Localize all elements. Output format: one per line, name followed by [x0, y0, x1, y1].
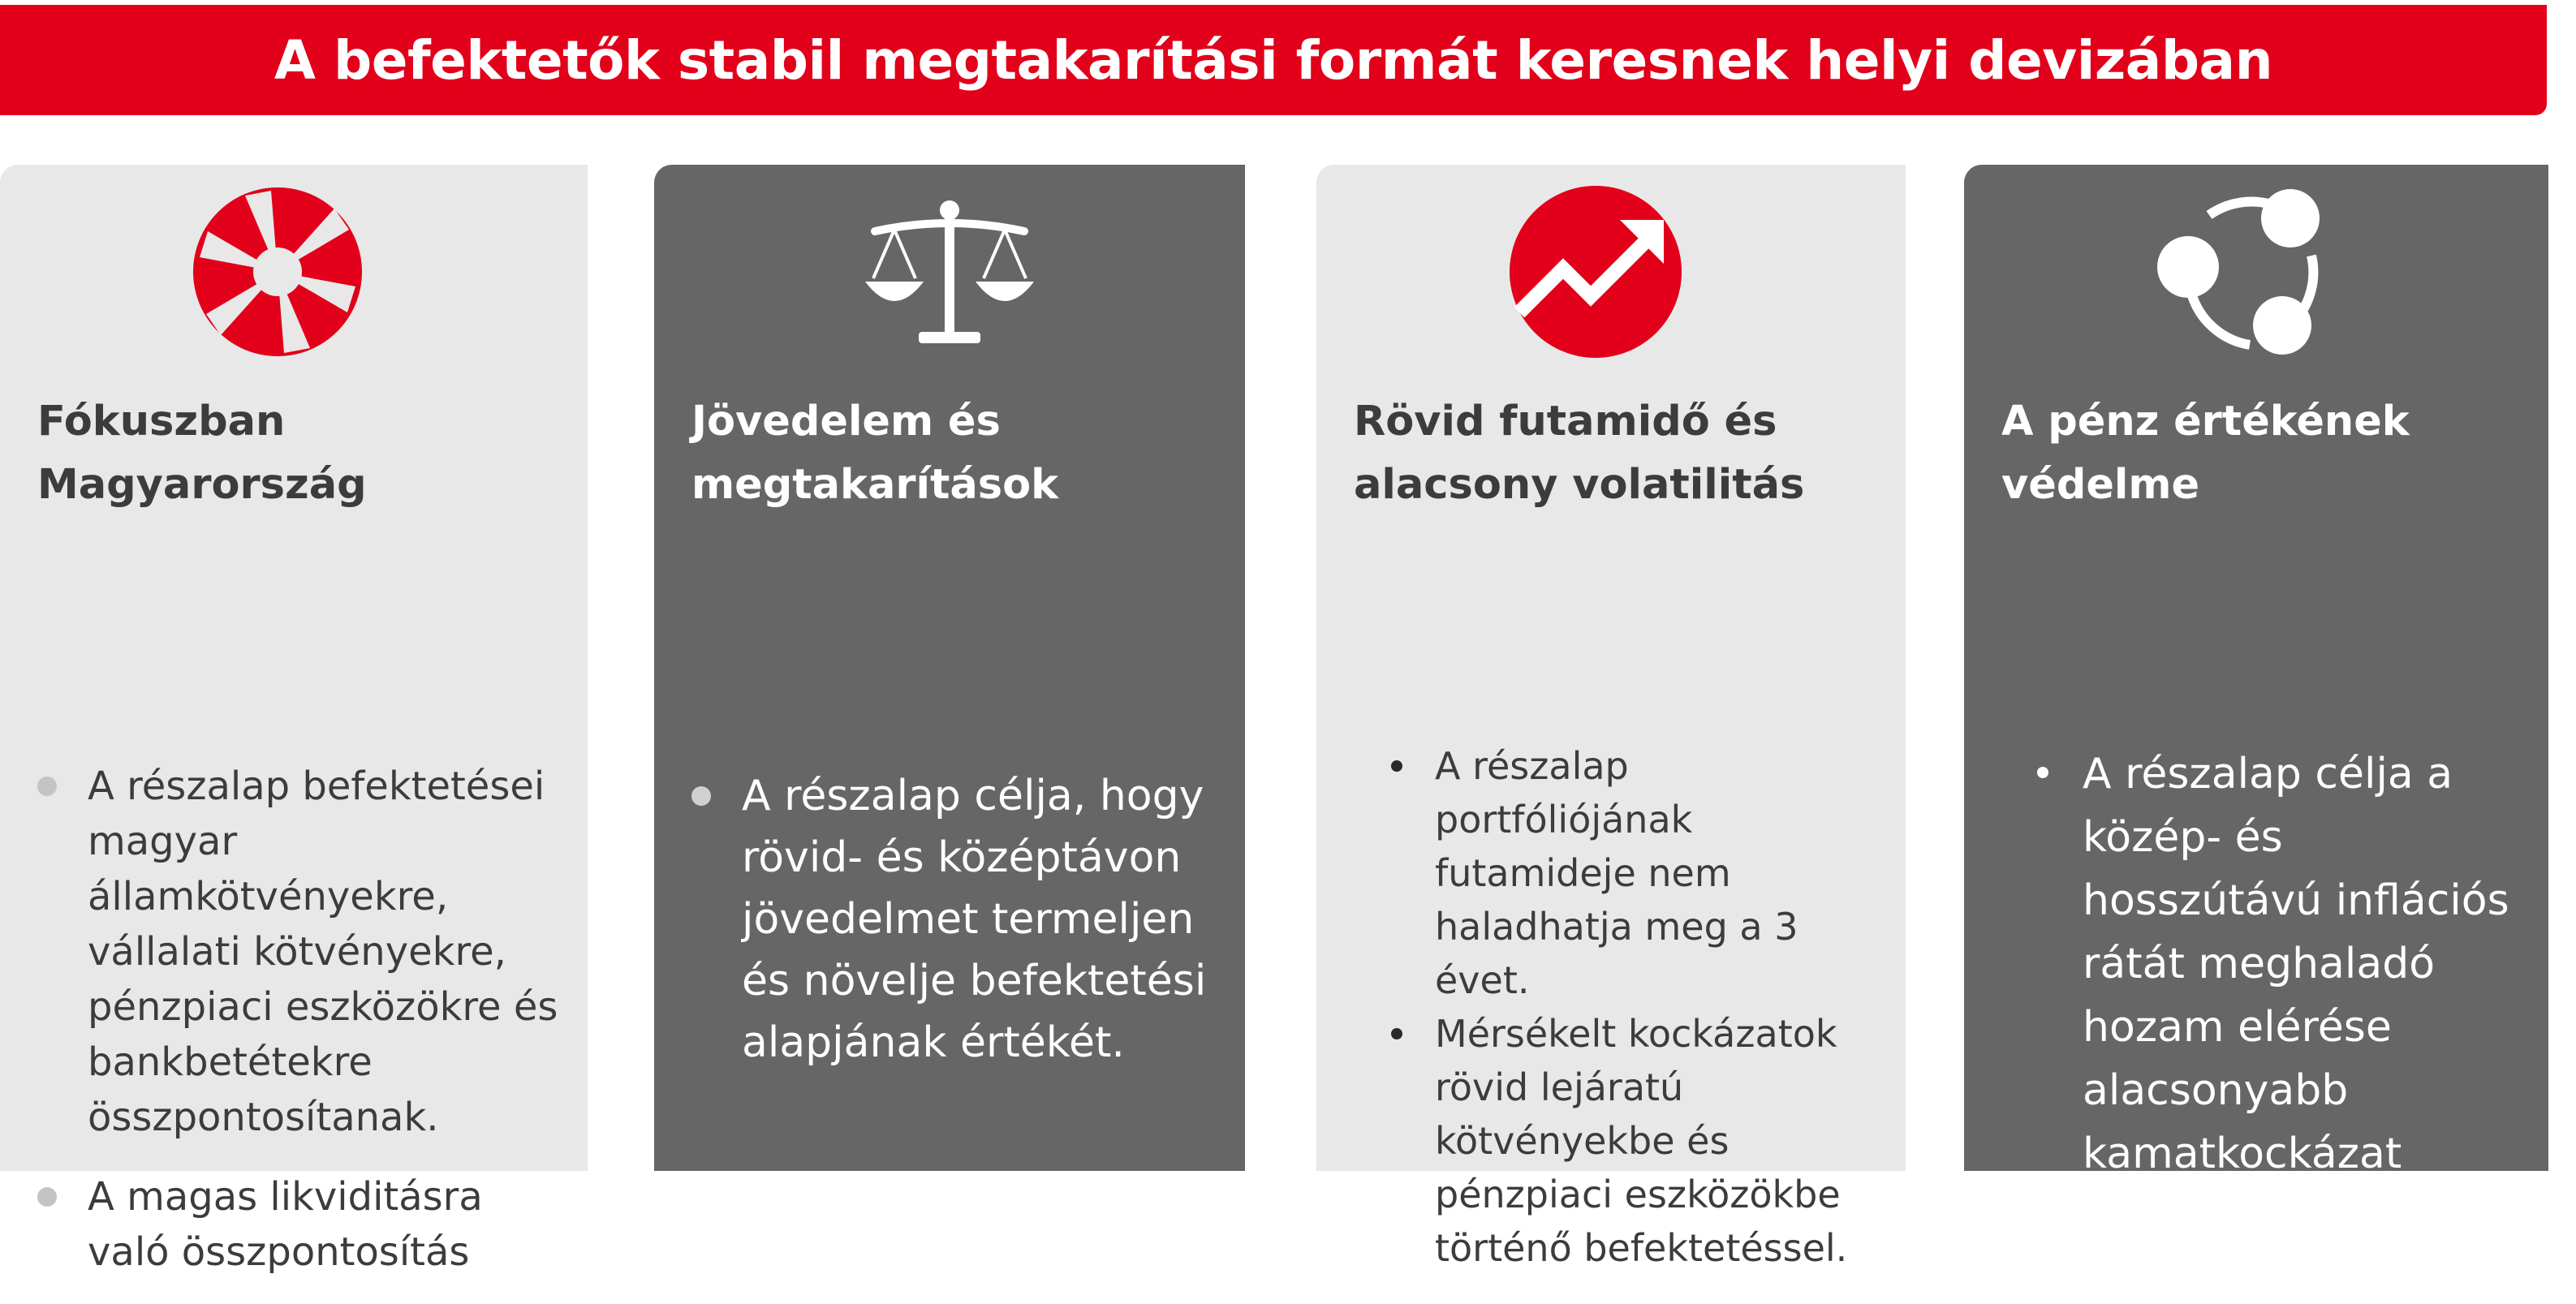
list-item	[2001, 742, 2532, 1249]
bullet-dot-icon	[1391, 760, 1402, 772]
bullet-text: A részalap célja a közép- és hosszútávú inflációs rátát meghaladó hozam elérése alacsonyabb kamatkockázat mellett.	[2083, 750, 2509, 1242]
list-item	[37, 1169, 571, 1280]
card-title-line: Fókuszban	[37, 398, 286, 445]
bullet-dot-icon	[2037, 767, 2048, 778]
list-item	[37, 759, 571, 1145]
cycle-nodes-icon	[2152, 183, 2331, 361]
bullet-text: A magas likviditásra való összpontosítás	[88, 1174, 483, 1275]
card-value-protection	[1964, 165, 2548, 1242]
card-title-line: megtakarítások	[691, 461, 1059, 509]
card-title-line: Magyarország	[37, 461, 367, 509]
card-title-line: Rövid futamidő és	[1354, 398, 1777, 445]
card-title	[1354, 390, 1889, 517]
bullet-list	[691, 765, 1229, 1074]
list-item	[1354, 739, 1889, 1007]
card-title-line: védelme	[2001, 461, 2200, 509]
bullet-list	[2001, 742, 2532, 1249]
bullet-dot-icon	[37, 777, 57, 796]
header-banner	[0, 5, 2547, 115]
card-title	[691, 390, 1229, 517]
bullet-list	[37, 759, 571, 1304]
card-title	[2001, 390, 2532, 517]
banner-title: A befektetők stabil megtakarítási formát keresnek helyi devizában	[274, 28, 2273, 92]
list-item	[1354, 1007, 1889, 1275]
bullet-dot-icon	[691, 786, 711, 806]
card-title-line: alacsony volatilitás	[1354, 461, 1805, 509]
bullet-list	[1354, 739, 1889, 1275]
card-title-line: A pénz értékének	[2001, 398, 2410, 445]
card-short-maturity	[1316, 165, 1906, 1270]
scales-icon	[860, 183, 1039, 361]
card-title	[37, 390, 571, 517]
bullet-text: A részalap portfóliójának futamideje nem haladhatja meg a 3 évet.	[1435, 744, 1798, 1002]
bullet-text: A részalap befektetései magyar államkötvényekre, vállalati kötvényekre, pénzpiaci eszközökre és bankbetétekre összpontosítanak.	[88, 764, 558, 1140]
card-income-savings	[654, 165, 1245, 1171]
list-item	[691, 765, 1229, 1074]
bullet-text: A részalap célja, hogy rövid- és középtávon jövedelmet termeljen és növelje befektetési alapjának értékét.	[742, 772, 1207, 1067]
card-title-line: Jövedelem és	[691, 398, 1001, 445]
trend-up-icon	[1506, 183, 1685, 361]
card-focus-hungary	[0, 165, 588, 1275]
bullet-text: Mérsékelt kockázatok rövid lejáratú kötvényekbe és pénzpiaci eszközökbe történő befektetéssel.	[1435, 1012, 1848, 1270]
bullet-dot-icon	[37, 1187, 57, 1207]
bullet-dot-icon	[1391, 1028, 1402, 1039]
aperture-icon	[188, 183, 367, 361]
